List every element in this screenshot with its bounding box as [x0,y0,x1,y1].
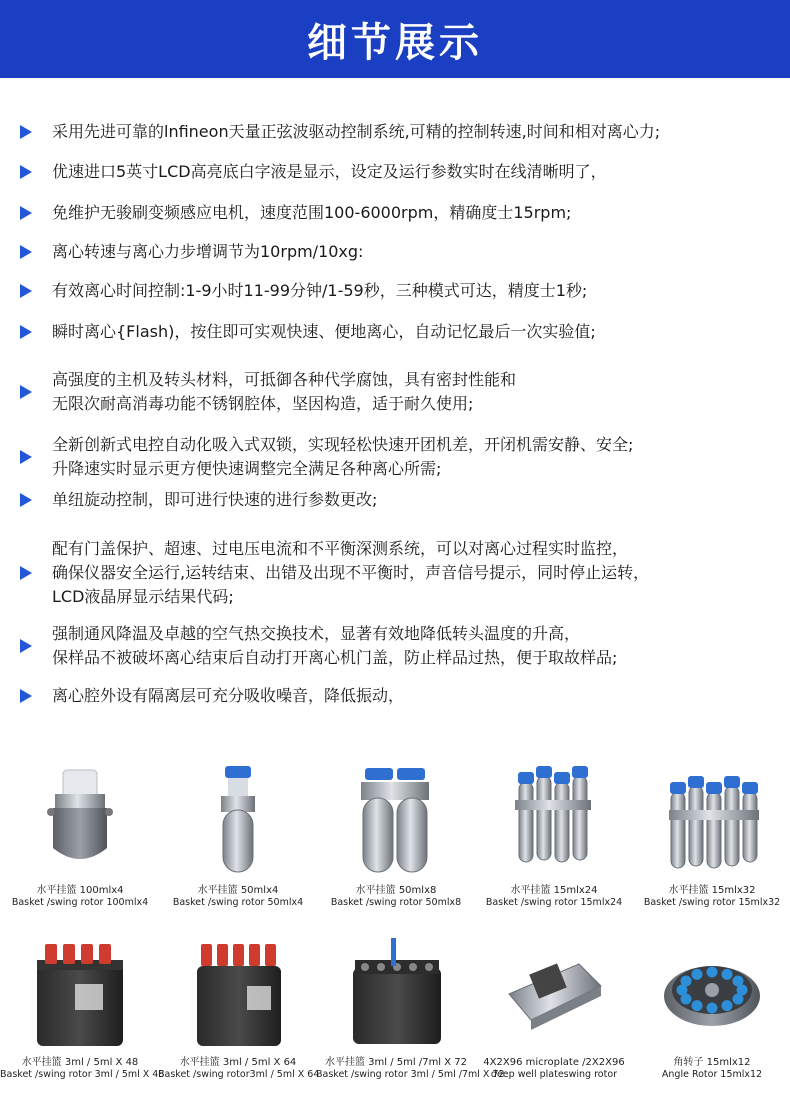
feature-line: 保样品不被破坏离心结束后自动打开离心机门盖，防止样品过热，便于取故样品; [52,648,618,667]
page-header [0,0,790,78]
basket-15mlx24-icon [489,752,619,882]
block-3-5-7ml-72-icon [331,924,461,1054]
product-card [316,752,476,909]
basket-15mlx32-icon [647,752,777,882]
product-card [474,752,634,909]
feature-text [52,120,778,144]
product-name-en: Basket /swing rotor3ml / 5ml X 64 [158,1069,320,1080]
product-name-cn: 角转子 15mlx12 [673,1057,751,1068]
block-3-5ml-64-icon [173,924,303,1054]
feature-line: 采用先进可靠的lnfineon天量正弦波驱动控制系统,可精的控制转速,时间和相对离心力; [52,122,661,141]
triangle-bullet-icon [20,165,32,179]
feature-line: 全新创新式电控自动化吸入式双锁，实现轻松快速开团机差，开闭机需安静、安全; [52,435,634,454]
product-card [474,924,634,1081]
product-name-cn: 水平挂篮 3ml / 5ml /7ml X 72 [324,1057,468,1068]
triangle-bullet-icon [20,284,32,298]
product-name-cn: 水平挂篮 50mlx4 [197,885,279,896]
product-name-en: Basket /swing rotor 50mlx8 [330,897,462,908]
product-card [0,924,165,1081]
basket-100ml-icon [15,752,145,882]
product-name-en: Basket /swing rotor 15mlx24 [485,897,623,908]
triangle-bullet-icon [20,385,32,399]
feature-line: LCD液晶屏显示结果代码; [52,587,234,606]
basket-50mlx8-icon [331,752,461,882]
product-name-en: Basket /swing rotor 3ml / 5ml /7ml X 72 [316,1069,505,1080]
product-name-cn: 水平挂篮 15mlx32 [668,885,756,896]
triangle-bullet-icon [20,493,32,507]
feature-line: 离心转速与离心力步增调节为10rpm/10xg: [52,242,364,261]
feature-text [52,433,778,481]
product-name-cn: 水平挂篮 3ml / 5ml X 48 [21,1057,139,1068]
feature-item [0,240,790,264]
feature-line: 离心腔外设有隔离层可充分吸收噪音，降低振动， [52,686,405,705]
triangle-bullet-icon [20,566,32,580]
feature-item [0,488,790,512]
product-card [632,752,790,909]
feature-item [0,684,790,708]
page-title: 细节展示 [307,19,483,66]
feature-text [52,368,778,416]
triangle-bullet-icon [20,689,32,703]
feature-line: 强制通风降温及卓越的空气热交换技术，显著有效地降低转头温度的升高， [52,624,581,643]
feature-text [52,240,778,264]
feature-item [0,279,790,303]
feature-line: 优速进口5英寸LCD高亮底白字液是显示，设定及运行参数实时在线清晰明了， [52,162,607,181]
product-name-cn: 水平挂篮 50mlx8 [355,885,437,896]
feature-item [0,368,790,416]
triangle-bullet-icon [20,206,32,220]
product-name-en: deep well plateswing rotor [490,1069,618,1080]
feature-text [52,320,778,344]
feature-text [52,279,778,303]
product-card [158,752,318,909]
triangle-bullet-icon [20,450,32,464]
feature-item [0,201,790,225]
product-name-en: Basket /swing rotor 50mlx4 [172,897,304,908]
feature-item [0,120,790,144]
feature-item [0,160,790,184]
product-name-en: Angle Rotor 15mlx12 [661,1069,763,1080]
triangle-bullet-icon [20,325,32,339]
product-card [316,924,505,1081]
product-card [0,752,160,909]
feature-line: 配有门盖保护、超速、过电压电流和不平衡深测系统，可以对离心过程实时监控， [52,539,629,558]
product-name-en: Basket /swing rotor 15mlx32 [643,897,781,908]
product-name-cn: 水平挂篮 3ml / 5ml X 64 [179,1057,297,1068]
feature-item [0,320,790,344]
feature-text [52,488,778,512]
feature-text [52,622,778,670]
angle-rotor-icon [647,924,777,1054]
feature-line: 瞬时离心{Flash)，按住即可实观快速、便地离心，自动记忆最后一次实验值; [52,322,596,341]
block-3-5ml-48-icon [15,924,145,1054]
feature-line: 高强度的主机及转头材料，可抵御各种代学腐蚀，具有密封性能和 [52,370,517,389]
basket-50ml-icon [173,752,303,882]
product-card [158,924,318,1081]
feature-line: 有效离心时间控制:1-9小时11-99分钟/1-59秒，三种模式可达，精度士1秒; [52,281,588,300]
product-name-en: Basket /swing rotor 100mlx4 [11,897,149,908]
product-card [632,924,790,1081]
product-name-cn: 4X2X96 microplate /2X2X96 [483,1057,625,1068]
feature-line: 单纽旋动控制，即可进行快速的进行参数更改; [52,490,378,509]
triangle-bullet-icon [20,639,32,653]
feature-item [0,433,790,481]
feature-line: 确保仪器安全运行,运转结束、出错及出现不平衡时，声音信号提示，同时停止运转， [52,563,650,582]
feature-line: 无限次耐高消毒功能不锈钢腔体，坚因构造，适于耐久使用; [52,394,474,413]
feature-text [52,684,778,708]
triangle-bullet-icon [20,245,32,259]
product-name-cn: 水平挂篮 15mlx24 [510,885,598,896]
feature-line: 升降速实时显示更方便快速调整完全满足各种离心所需; [52,459,442,478]
feature-item [0,537,790,609]
feature-text [52,537,778,609]
feature-text [52,160,778,184]
feature-item [0,622,790,670]
feature-text [52,201,778,225]
triangle-bullet-icon [20,125,32,139]
feature-line: 免维护无骏刷变频感应电机，速度范围100-6000rpm，精确度士15rpm; [52,203,572,222]
product-name-cn: 水平挂篮 100mlx4 [36,885,124,896]
product-name-en: Basket /swing rotor 3ml / 5ml X 48 [0,1069,165,1080]
microplate-carrier-icon [489,924,619,1054]
